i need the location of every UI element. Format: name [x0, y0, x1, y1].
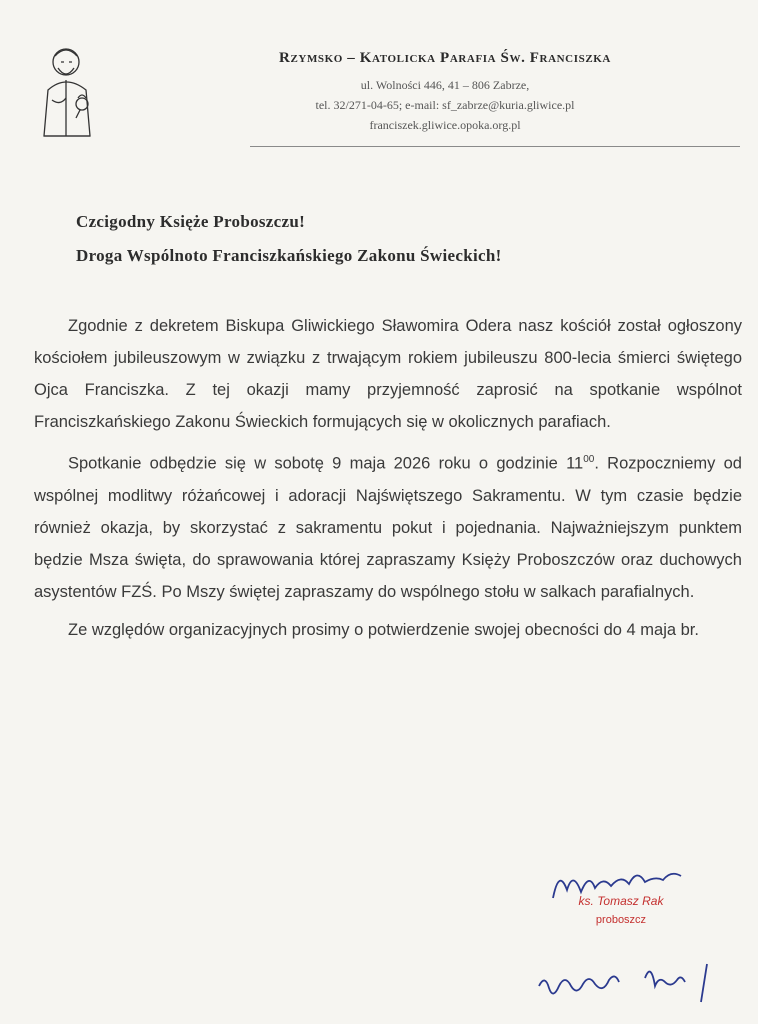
- saint-francis-icon: [30, 40, 108, 140]
- paragraph-2-start: Spotkanie odbędzie się w sobotę 9 maja 2026 roku o godzinie 11: [68, 454, 584, 473]
- parish-name: Rzymsko – Katolicka Parafia Św. Franciszka: [279, 50, 611, 66]
- greeting-line-2: Droga Wspólnoto Franciszkańskiego Zakonu Świeckich!: [76, 246, 502, 265]
- greeting-line-1: Czcigodny Księże Proboszczu!: [76, 212, 306, 231]
- paragraph-2-rest: . Rozpoczniemy od wspólnej modlitwy różańcowej i adoracji Najświętszego Sakramentu. W tym czasie będzie również okazja, by skorzystać z sakramentu pokut i pojednania. Najważniejszym punktem będzie Msza święta, do sprawowania której zapraszamy Księży Proboszczów oraz duchowych asystentów FZŚ. Po Mszy świętej zapraszamy do wspólnego stołu w salkach parafialnych.: [34, 454, 742, 601]
- parish-address: ul. Wolności 446, 41 – 806 Zabrze,: [360, 78, 530, 92]
- paragraph-1: Zgodnie z dekretem Biskupa Gliwickiego Sławomira Odera nasz kościół został ogłoszony kościołem jubileuszowym w związku z trwającym rokiem jubileuszu 800-lecia śmierci świętego Ojca Franciszka. Z tej okazji mamy przyjemność zaprosić na spotkanie wspólnot Franciszkańskiego Zakonu Świeckich formujących się w okolicznych parafiach.: [34, 317, 742, 431]
- paragraph-2: [34, 444, 742, 608]
- signature-stamp-name: ks. Tomasz Rak: [578, 894, 664, 908]
- paragraph-3: Ze względów organizacyjnych prosimy o potwierdzenie swojej obecności do 4 maja br.: [68, 620, 699, 639]
- parish-website: franciszek.gliwice.opoka.org.pl: [369, 118, 521, 132]
- signature-stamp-role: proboszcz: [595, 914, 647, 926]
- header-divider: [250, 146, 740, 147]
- parish-contact: tel. 32/271-04-65; e-mail: sf_zabrze@kuria.gliwice.pl: [315, 98, 575, 112]
- handwritten-signature: [535, 958, 725, 1004]
- parish-letterhead: [250, 50, 640, 135]
- letter-body: [34, 310, 742, 652]
- time-superscript: 00: [583, 454, 595, 465]
